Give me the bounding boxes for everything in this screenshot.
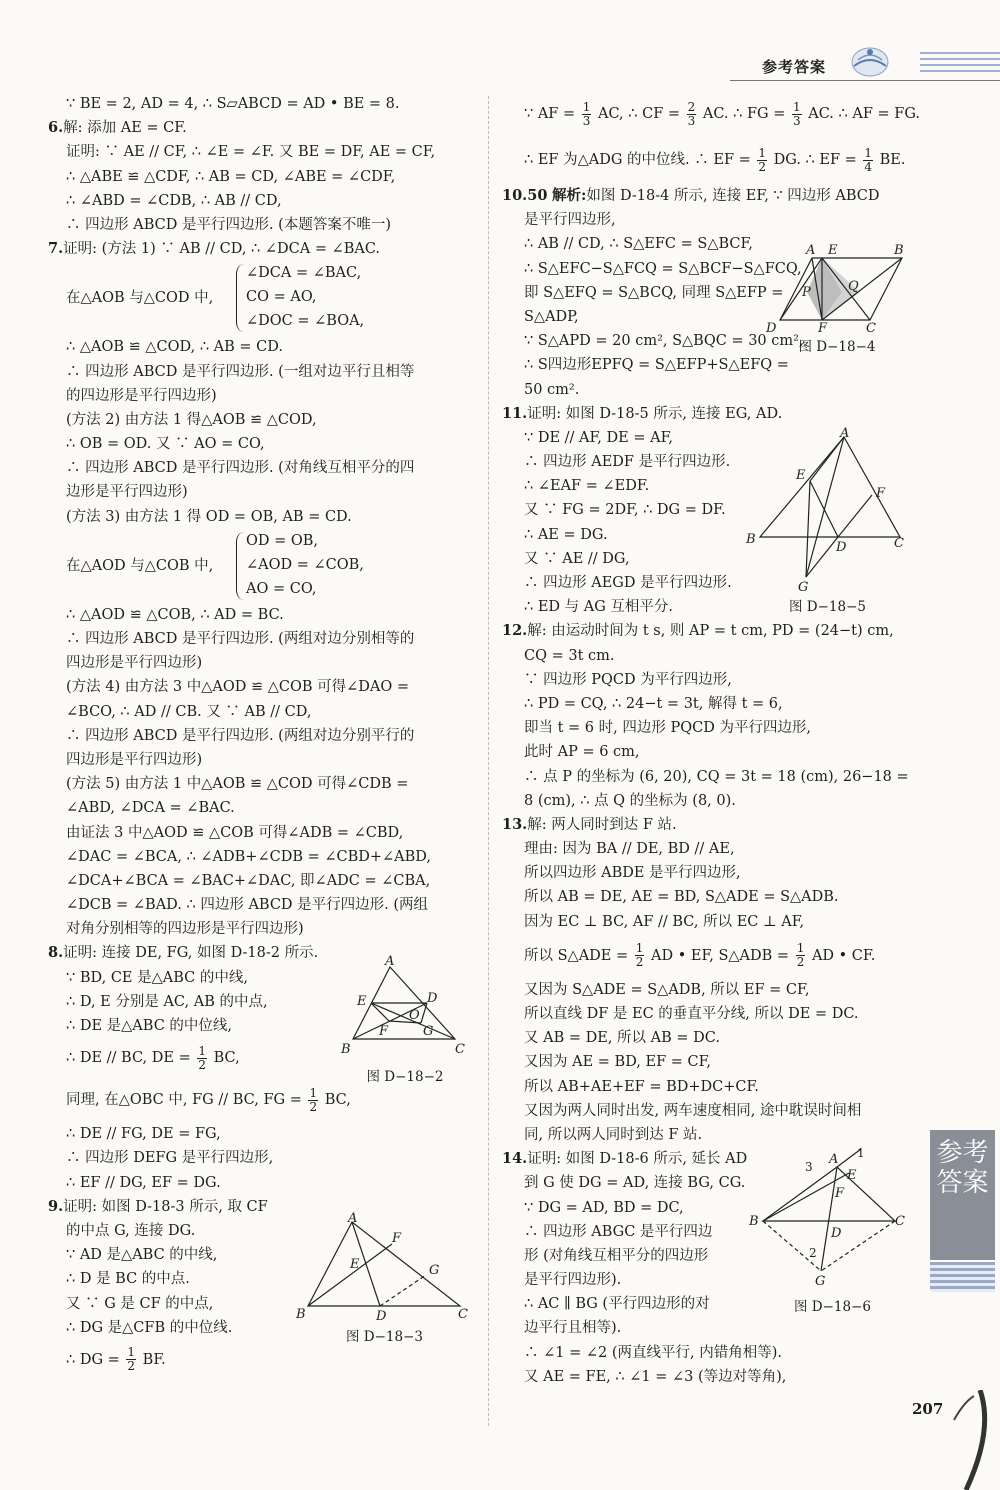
text-fragment: ∴ DG = xyxy=(66,1351,120,1368)
text-line: 证明: (方法 1) ∵ AB // CD, ∴ ∠DCA = ∠BAC. xyxy=(63,241,381,258)
triangle-diagram xyxy=(292,1210,477,1325)
text-line: ∴ 四边形 ABCD 是平行四边形. (本题答案不唯一) xyxy=(66,216,391,233)
parallelogram-diagram xyxy=(762,240,912,335)
text-line: ∴ DE // FG, DE = FG, xyxy=(66,1126,221,1143)
svg-text:E: E xyxy=(796,468,806,483)
side-tab-stripes xyxy=(930,1262,995,1292)
fraction: $\frac{1}{2}$ xyxy=(796,941,805,970)
text-line: ∴ DG 是△CFB 的中位线. xyxy=(66,1319,233,1336)
text-line: 对角分别相等的四边形是平行四边形) xyxy=(66,921,304,938)
fraction: $\frac{1}{4}$ xyxy=(864,145,873,174)
triangle-diagram xyxy=(740,425,915,595)
text-line: 形 (对角线互相平分的四边形 xyxy=(524,1247,709,1264)
figure-caption: 图 D−18−2 xyxy=(366,1069,444,1085)
problem-number: 11. xyxy=(502,404,528,422)
text-line: 如图 D-18-4 所示, 连接 EF, ∵ 四边形 ABCD xyxy=(586,188,880,204)
text-fragment: BC, xyxy=(213,1050,240,1067)
text-line: ∠DAC = ∠BCA, ∴ ∠ADB+∠CDB = ∠CBD+∠ABD, xyxy=(66,848,432,865)
text-fragment: BC, xyxy=(324,1092,351,1109)
svg-text:D: D xyxy=(766,321,777,335)
svg-text:A: A xyxy=(829,1152,839,1167)
problem-number: 13. xyxy=(502,815,528,833)
figure-caption: 图 D−18−4 xyxy=(798,339,876,355)
text-fragment: BF. xyxy=(142,1351,166,1368)
svg-text:O: O xyxy=(409,1008,420,1023)
svg-text:G: G xyxy=(429,1263,440,1278)
text-line: ∴ ∠1 = ∠2 (两直线平行, 内错角相等). xyxy=(524,1344,782,1361)
brace xyxy=(236,264,245,332)
text-line: ∴ OB = OD. 又 ∵ AO = CO, xyxy=(66,436,265,453)
svg-text:F: F xyxy=(876,486,886,501)
svg-text:B: B xyxy=(749,1214,759,1229)
equation-system xyxy=(48,261,473,335)
svg-text:E: E xyxy=(357,994,367,1009)
svg-text:D: D xyxy=(836,540,847,555)
text-line: ∵ AF = $\frac{1}{3}$ AC, ∴ CF = $\frac{2}{3}$ AC. ∴ FG = $\frac{1}{3}$ AC. ∴ AF = FG. xyxy=(524,99,920,128)
brace xyxy=(236,532,245,600)
text-line: ∵ BE = 2, AD = 4, ∴ S▱ABCD = AD • BE = 8. xyxy=(66,96,400,112)
text-fragment: 同理, 在△OBC 中, FG // BC, FG = xyxy=(66,1092,302,1109)
text-line: 又 AE = FE, ∴ ∠1 = ∠3 (等边对等角), xyxy=(524,1368,787,1385)
svg-text:A: A xyxy=(385,955,395,969)
text-line: 又因为两人同时出发, 两车速度相同, 途中耽误时间相 xyxy=(524,1102,862,1119)
text-line: 证明: 如图 D-18-3 所示, 取 CF xyxy=(63,1198,268,1215)
text-line: 又 ∵ G 是 CF 的中点, xyxy=(66,1295,214,1312)
text-line: ∠ABD, ∠DCA = ∠BAC. xyxy=(66,800,235,817)
text-line: 8 (cm), ∴ 点 Q 的坐标为 (8, 0). xyxy=(524,792,736,809)
svg-text:G: G xyxy=(798,580,809,595)
equation: ∠AOD = ∠COB, xyxy=(246,556,364,573)
figure-d-18-2 xyxy=(335,955,475,1085)
text-line: 又因为 AE = BD, EF = CF, xyxy=(524,1054,712,1071)
problem-number: 9. xyxy=(48,1197,64,1215)
fraction: $\frac{1}{2}$ xyxy=(309,1085,318,1114)
svg-text:B: B xyxy=(341,1042,351,1057)
text-line: ∴ 四边形 ABGC 是平行四边 xyxy=(524,1223,713,1240)
problem-number: 6. xyxy=(48,119,64,137)
svg-text:C: C xyxy=(458,1307,468,1322)
figure-d-18-3 xyxy=(292,1210,477,1345)
fraction: $\frac{1}{2}$ xyxy=(758,145,767,174)
text-line: ∴ 四边形 AEGD 是平行四边形. xyxy=(524,575,732,591)
problem-number: 10. xyxy=(502,187,528,204)
text-line: ∴ EF // DG, EF = DG. xyxy=(66,1174,221,1191)
text-line: ∴ 四边形 ABCD 是平行四边形. (两组对边分别平行的 xyxy=(66,727,415,744)
text-line: 同, 所以两人同时到达 F 站. xyxy=(524,1126,703,1143)
text-line: CQ = 3t cm. xyxy=(524,647,615,664)
text-line: ∴ AB // CD, ∴ S△EFC = S△BCF, xyxy=(524,236,753,253)
svg-text:1: 1 xyxy=(857,1146,865,1160)
text-line: ∴ DE 是△ABC 的中位线, xyxy=(66,1018,233,1034)
text-line: 四边形是平行四边形) xyxy=(66,655,203,672)
svg-text:D: D xyxy=(427,991,438,1006)
text-line: ∴ PD = CQ, ∴ 24−t = 3t, 解得 t = 6, xyxy=(524,695,783,712)
text-line: ∴ ∠EAF = ∠EDF. xyxy=(524,478,650,495)
text-line: 四边形是平行四边形) xyxy=(66,751,203,768)
side-tab-label: 答案 xyxy=(936,1168,989,1198)
equation: ∠DCA = ∠BAC, xyxy=(246,265,362,282)
parallelogram-diagram xyxy=(745,1145,920,1295)
fraction: $\frac{1}{2}$ xyxy=(127,1345,136,1374)
text-line: ∵ S△APD = 20 cm², S△BQC = 30 cm², xyxy=(524,333,804,350)
text-line: ∵ AD 是△ABC 的中线, xyxy=(66,1247,218,1264)
svg-text:P: P xyxy=(802,285,811,300)
figure-caption: 图 D−18−5 xyxy=(788,599,866,615)
text-line: 此时 AP = 6 cm, xyxy=(524,744,640,761)
text-line: 因为 EC ⊥ BC, AF // BC, 所以 EC ⊥ AF, xyxy=(524,913,805,930)
text-line: 边平行且相等). xyxy=(524,1320,622,1337)
text-line: ∵ 四边形 PQCD 为平行四边形, xyxy=(524,671,732,688)
text-line: ∴ 四边形 DEFG 是平行四边形, xyxy=(66,1150,274,1167)
column-divider xyxy=(488,96,489,1426)
svg-text:3: 3 xyxy=(805,1160,813,1174)
svg-text:E: E xyxy=(350,1257,360,1272)
problem-number: 8. xyxy=(48,944,64,962)
text-line: ∴ △AOB ≌ △COD, ∴ AB = CD. xyxy=(66,339,283,356)
svg-text:E: E xyxy=(847,1168,857,1183)
text-line: 证明: ∵ AE // CF, ∴ ∠E = ∠F. 又 BE = DF, AE = CF, xyxy=(66,144,436,161)
text-line: 即当 t = 6 时, 四边形 PQCD 为平行四边形, xyxy=(524,720,812,737)
page-number: 207 xyxy=(912,1400,944,1418)
svg-text:C: C xyxy=(895,1214,905,1229)
text-line: ∵ DG = AD, BD = DC, xyxy=(524,1199,684,1216)
svg-text:B: B xyxy=(296,1307,306,1322)
text-line: ∴ △ABE ≌ △CDF, ∴ AB = CD, ∠ABE = ∠CDF, xyxy=(66,168,396,185)
text-line: ∴ AC ∥ BG (平行四边形的对 xyxy=(524,1296,710,1313)
text-line: 的中点 G, 连接 DG. xyxy=(66,1222,196,1239)
text-line: ∴ 四边形 ABCD 是平行四边形. (一组对边平行且相等 xyxy=(66,363,415,380)
text-line: ∴ △AOD ≌ △COB, ∴ AD = BC. xyxy=(66,606,284,623)
text-line: ∴ S△EFC−S△FCQ = S△BCF−S△FCQ, xyxy=(524,260,802,277)
svg-text:A: A xyxy=(840,426,850,441)
svg-text:2: 2 xyxy=(809,1246,817,1260)
text-line: ∴ EF 为△ADG 的中位线. ∴ EF = $\frac{1}{2}$ DG. ∴ EF = $\frac{1}{4}$ BE. xyxy=(524,145,906,174)
text-line: ∵ DE // AF, DE = AF, xyxy=(524,429,673,446)
text-line: (方法 3) 由方法 1 得 OD = OB, AB = CD. xyxy=(66,508,352,525)
text-line: 在△AOB 与△COD 中, xyxy=(66,290,214,307)
text-line: 又 ∵ AE // DG, xyxy=(524,550,630,567)
text-line: 50 cm². xyxy=(524,381,580,398)
figure-d-18-4 xyxy=(762,240,912,355)
text-line: ∴ AE = DG. xyxy=(524,526,608,543)
text-line: 所以 AB+AE+EF = BD+DC+CF. xyxy=(524,1078,759,1095)
text-line: 理由: 因为 BA // DE, BD // AE, xyxy=(524,841,735,858)
text-line: ∴ 四边形 ABCD 是平行四边形. (两组对边分别相等的 xyxy=(66,631,415,647)
text-line: 即 S△EFQ = S△BCQ, 同理 S△EFP = xyxy=(524,284,784,301)
text-line: 是平行四边形, xyxy=(524,212,616,229)
text-line: ∴ ED 与 AG 互相平分. xyxy=(524,599,674,616)
text-line: ∴ D, E 分别是 AC, AB 的中点, xyxy=(66,993,268,1010)
text-line: ∠DCA+∠BCA = ∠BAC+∠DAC, 即∠ADC = ∠CBA, xyxy=(66,872,431,889)
svg-text:E: E xyxy=(828,243,838,258)
svg-text:F: F xyxy=(818,321,828,335)
text-line: (方法 4) 由方法 3 中△AOD ≌ △COB 可得∠DAO = xyxy=(66,679,409,696)
text-line: ∠DCB = ∠BAD. ∴ 四边形 ABCD 是平行四边形. (两组 xyxy=(66,897,429,914)
text-line: 证明: 如图 D-18-6 所示, 延长 AD xyxy=(527,1151,748,1168)
text-line: 所以直线 DF 是 EC 的垂直平分线, 所以 DE = DC. xyxy=(524,1006,859,1022)
problem-number: 14. xyxy=(502,1150,528,1168)
text-line: ∴ 点 P 的坐标为 (6, 20), CQ = 3t = 18 (cm), 26−18 = xyxy=(524,768,909,785)
fraction: $\frac{1}{3}$ xyxy=(793,99,801,128)
page-header xyxy=(730,40,1000,90)
header-stripes-icon xyxy=(920,50,1000,76)
text-line: 由证法 3 中△AOD ≌ △COB 可得∠ADB = ∠CBD, xyxy=(66,824,404,841)
svg-text:C: C xyxy=(866,321,876,335)
analysis-label: 解析: xyxy=(552,187,587,204)
problem-number: 7. xyxy=(48,240,64,258)
text-line: ∴ 四边形 ABCD 是平行四边形. (对角线互相平分的四 xyxy=(66,460,415,477)
svg-text:B: B xyxy=(894,243,904,258)
svg-text:C: C xyxy=(455,1042,465,1057)
text-line: 所以四边形 ABDE 是平行四边形, xyxy=(524,865,741,882)
text-line: ∠BCO, ∴ AD // CB. 又 ∵ AB // CD, xyxy=(66,703,312,720)
answer-value: 50 xyxy=(527,187,548,204)
svg-text:G: G xyxy=(815,1274,826,1289)
svg-text:B: B xyxy=(746,532,756,547)
text-line: 的四边形是平行四边形) xyxy=(66,387,217,404)
text-line: 是平行四边形). xyxy=(524,1272,622,1289)
text-line: ∴ ∠ABD = ∠CDB, ∴ AB // CD, xyxy=(66,192,282,209)
text-line: ∴ 四边形 AEDF 是平行四边形. xyxy=(524,454,731,471)
left-column xyxy=(48,92,473,1380)
svg-text:A: A xyxy=(806,243,816,258)
text-line: 又因为 S△ADE = S△ADB, 所以 EF = CF, xyxy=(524,981,810,998)
header-rule xyxy=(730,80,1000,81)
text-line: (方法 2) 由方法 1 得△AOB ≌ △COD, xyxy=(66,411,317,428)
text-line: S△ADP, xyxy=(524,308,579,325)
text-line: 边形是平行四边形) xyxy=(66,484,188,501)
text-line: 所以 AB = DE, AE = BD, S△ADE = S△ADB. xyxy=(524,889,839,906)
text-line: 证明: 如图 D-18-5 所示, 连接 EG, AD. xyxy=(527,405,783,422)
fraction: $\frac{1}{3}$ xyxy=(582,99,591,128)
text-line: 到 G 使 DG = AD, 连接 BG, CG. xyxy=(524,1175,746,1192)
svg-text:G: G xyxy=(423,1024,434,1039)
fraction: $\frac{1}{2}$ xyxy=(198,1043,206,1072)
text-line: 解: 添加 AE = CF. xyxy=(63,120,187,137)
side-tab xyxy=(930,1130,995,1260)
text-line: 在△AOD 与△COB 中, xyxy=(66,557,214,574)
svg-text:A: A xyxy=(348,1211,358,1226)
svg-text:F: F xyxy=(379,1024,389,1039)
text-line: 又 ∵ FG = 2DF, ∴ DG = DF. xyxy=(524,502,726,519)
equation: ∠DOC = ∠BOA, xyxy=(246,313,365,330)
equation-system xyxy=(48,529,473,603)
side-tab-label: 参考 xyxy=(936,1138,989,1168)
text-line: ∴ S四边形EPFQ = S△EFP+S△EFQ = xyxy=(524,357,789,374)
text-line: 所以 S△ADE = $\frac{1}{2}$ AD • EF, S△ADB = $\frac{1}{2}$ AD • CF. xyxy=(524,941,876,970)
svg-text:C: C xyxy=(894,536,904,551)
text-line: ∵ BD, CE 是△ABC 的中线, xyxy=(66,969,248,986)
figure-caption: 图 D−18−3 xyxy=(345,1329,423,1345)
svg-text:F: F xyxy=(392,1231,402,1246)
fraction: $\frac{2}{3}$ xyxy=(687,99,696,128)
header-title: 参考答案 xyxy=(762,58,827,76)
text-line: 解: 由运动时间为 t s, 则 AP = t cm, PD = (24−t) cm, xyxy=(527,623,894,640)
text-line: ∴ D 是 BC 的中点. xyxy=(66,1271,190,1288)
text-line: 又 AB = DE, 所以 AB = DC. xyxy=(524,1030,720,1047)
fraction: $\frac{1}{2}$ xyxy=(635,941,644,970)
text-line: (方法 5) 由方法 1 中△AOB ≌ △COD 可得∠CDB = xyxy=(66,776,409,793)
book-logo-icon xyxy=(840,40,900,80)
text-line: 解: 两人同时到达 F 站. xyxy=(527,816,677,833)
text-line xyxy=(48,1340,473,1380)
figure-d-18-5 xyxy=(740,425,915,615)
equation: CO = AO, xyxy=(246,289,317,306)
svg-text:F: F xyxy=(835,1186,845,1201)
text-line: 证明: 连接 DE, FG, 如图 D-18-2 所示. xyxy=(63,945,319,962)
svg-text:D: D xyxy=(376,1309,387,1324)
figure-d-18-6 xyxy=(745,1145,920,1315)
equation: OD = OB, xyxy=(246,532,319,549)
triangle-diagram xyxy=(335,955,475,1065)
svg-text:Q: Q xyxy=(848,279,859,294)
equation: AO = CO, xyxy=(246,580,317,597)
figure-caption: 图 D−18−6 xyxy=(793,1299,871,1315)
problem-number: 12. xyxy=(502,622,528,640)
text-fragment: ∴ DE // BC, DE = xyxy=(66,1050,191,1067)
svg-text:D: D xyxy=(831,1226,842,1241)
